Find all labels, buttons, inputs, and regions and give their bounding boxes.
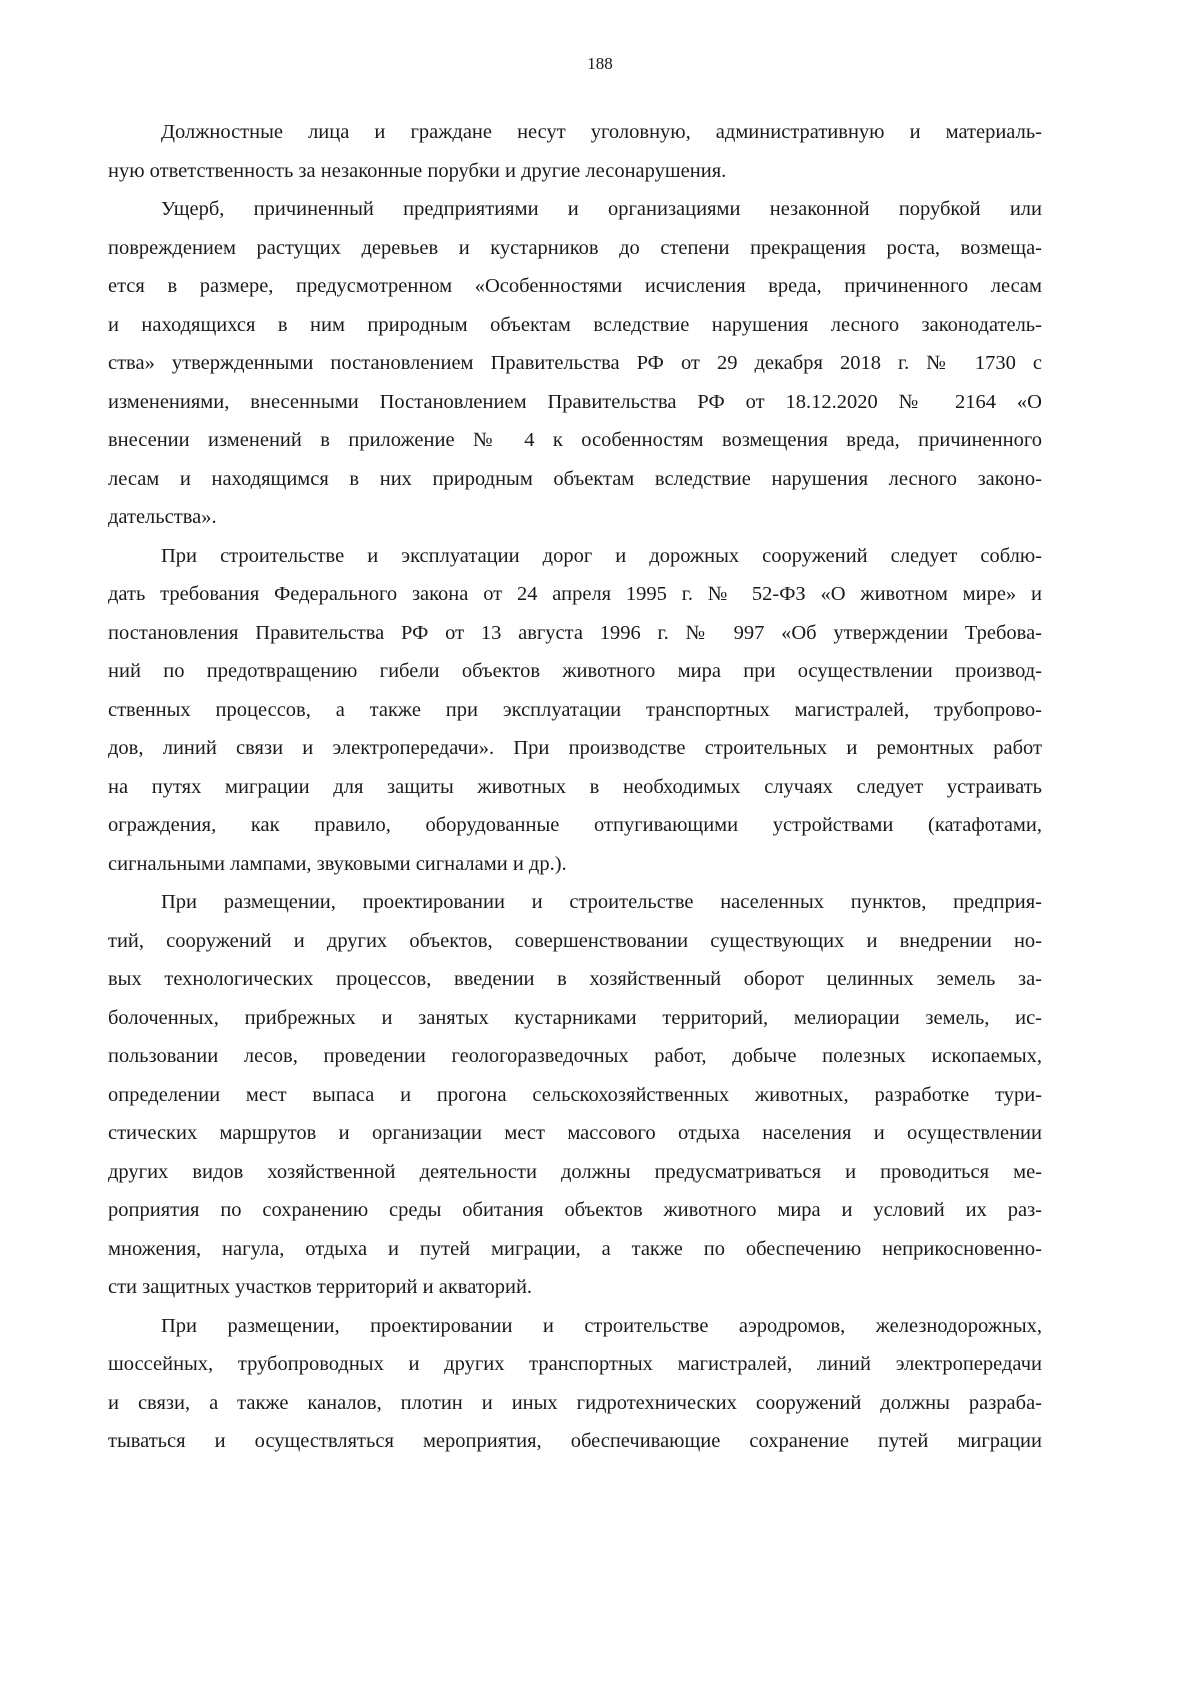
- text-line: ственных процессов, а также при эксплуатации транспортных магистралей, трубопрово-: [108, 698, 1042, 721]
- text-line: болоченных, прибрежных и занятых кустарниками территорий, мелиорации земель, ис-: [108, 1006, 1042, 1029]
- text-line: и находящихся в ним природным объектам вследствие нарушения лесного законодатель-: [108, 313, 1042, 336]
- text-line: ется в размере, предусмотренном «Особенностями исчисления вреда, причиненного лесам: [108, 275, 1042, 297]
- text-line: вых технологических процессов, введении в хозяйственный оборот целинных земель за-: [108, 968, 1042, 990]
- text-line: дать требования Федерального закона от 24 апреля 1995 г. № 52-ФЗ «О животном мире» и: [108, 583, 1042, 605]
- text-line: изменениями, внесенными Постановлением Правительства РФ от 18.12.2020 № 2164 «О: [108, 390, 1042, 413]
- text-line: При размещении, проектировании и строительстве населенных пунктов, предприя-: [161, 891, 1042, 913]
- text-line: шоссейных, трубопроводных и других транспортных магистралей, линий электропередачи: [108, 1353, 1042, 1375]
- text-line: ний по предотвращению гибели объектов животного мира при осуществлении производ-: [108, 660, 1042, 682]
- text-line: лесам и находящимся в них природным объектам вследствие нарушения лесного законо-: [108, 467, 1042, 490]
- paragraph-liability: [108, 113, 1042, 190]
- document-body: [108, 113, 1042, 1461]
- text-line: стических маршрутов и организации мест массового отдыха населения и осуществлении: [108, 1122, 1042, 1144]
- paragraph-airfields: [108, 1307, 1042, 1461]
- text-line: ную ответственность за незаконные порубки и другие лесонарушения.: [108, 159, 727, 182]
- text-line: ства» утвержденными постановлением Правительства РФ от 29 декабря 2018 г. № 1730 с: [108, 352, 1042, 374]
- text-line: При строительстве и эксплуатации дорог и дорожных сооружений следует соблю-: [161, 544, 1042, 567]
- text-line: и связи, а также каналов, плотин и иных гидротехнических сооружений должны разраба-: [108, 1391, 1042, 1414]
- text-line: тываться и осуществляться мероприятия, обеспечивающие сохранение путей миграции: [108, 1430, 1042, 1452]
- text-line: роприятия по сохранению среды обитания объектов животного мира и условий их раз-: [108, 1199, 1042, 1221]
- text-line: определении мест выпаса и прогона сельскохозяйственных животных, разработке тури-: [108, 1083, 1042, 1106]
- text-line: на путях миграции для защиты животных в необходимых случаях следует устраивать: [108, 775, 1042, 798]
- text-line: При размещении, проектировании и строительстве аэродромов, железнодорожных,: [161, 1314, 1042, 1337]
- paragraph-settlements: [108, 883, 1042, 1307]
- page-number: 188: [587, 54, 613, 73]
- paragraph-damage: [108, 190, 1042, 537]
- text-line: дов, линий связи и электропередачи». При производстве строительных и ремонтных работ: [108, 737, 1042, 759]
- text-line: множения, нагула, отдыха и путей миграции, а также по обеспечению неприкосновенно-: [108, 1237, 1042, 1260]
- text-line: Должностные лица и граждане несут уголовную, административную и материаль-: [161, 121, 1042, 143]
- paragraph-roads: [108, 537, 1042, 884]
- text-line: постановления Правительства РФ от 13 августа 1996 г. № 997 «Об утверждении Требова-: [108, 621, 1042, 644]
- text-line: Ущерб, причиненный предприятиями и организациями незаконной порубкой или: [161, 198, 1042, 220]
- text-line: внесении изменений в приложение № 4 к особенностям возмещения вреда, причиненного: [108, 429, 1042, 451]
- text-line: пользовании лесов, проведении геологоразведочных работ, добыче полезных ископаемых,: [108, 1045, 1042, 1067]
- text-line: тий, сооружений и других объектов, совершенствовании существующих и внедрении но-: [108, 929, 1042, 952]
- text-line: других видов хозяйственной деятельности должны предусматриваться и проводиться ме-: [108, 1160, 1042, 1183]
- text-line: сти защитных участков территорий и акваторий.: [108, 1276, 533, 1298]
- text-line: ограждения, как правило, оборудованные отпугивающими устройствами (катафотами,: [108, 814, 1042, 836]
- text-line: дательства».: [108, 506, 217, 528]
- text-line: повреждением растущих деревьев и кустарников до степени прекращения роста, возмеща-: [108, 236, 1042, 259]
- text-line: сигнальными лампами, звуковыми сигналами и др.).: [108, 852, 567, 875]
